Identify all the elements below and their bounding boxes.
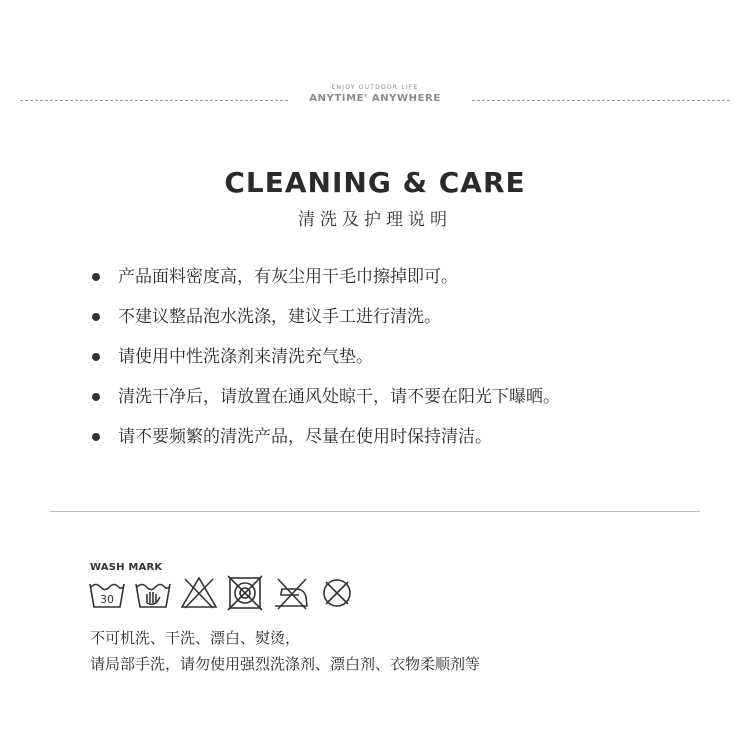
list-item (90, 382, 560, 422)
page-title: CLEANING & CARE (224, 166, 526, 199)
care-instructions-list (90, 262, 560, 462)
list-item-text: 清洗干净后，请放置在通风处晾干，请不要在阳光下曝晒。 (118, 387, 560, 407)
wash-30-icon (88, 575, 126, 611)
bullet-icon (92, 393, 100, 401)
do-not-tumble-dry-icon (226, 575, 264, 611)
list-item (90, 302, 560, 342)
section-divider (50, 511, 700, 512)
wash-temperature-text: 30 (100, 593, 114, 606)
bullet-icon (92, 353, 100, 361)
bullet-icon (92, 313, 100, 321)
tagline-small: ENJOY OUTDOOR LIFE (331, 84, 419, 91)
care-note-line-2: 请局部手洗，请勿使用强烈洗涤剂、漂白剂、衣物柔顺剂等 (90, 655, 481, 673)
list-item-text: 请使用中性洗涤剂来清洗充气垫。 (118, 347, 373, 367)
list-item-text: 不建议整品泡水洗涤，建议手工进行清洗。 (118, 307, 441, 327)
wash-mark-label: WASH MARK (90, 562, 163, 573)
do-not-iron-icon (272, 575, 310, 611)
list-item (90, 422, 560, 462)
list-item (90, 342, 560, 382)
bullet-icon (92, 273, 100, 281)
hand-wash-icon (134, 575, 172, 611)
list-item-text: 产品面料密度高，有灰尘用干毛巾擦掉即可。 (118, 267, 458, 287)
page-subtitle: 清洗及护理说明 (298, 210, 452, 230)
do-not-bleach-icon (180, 575, 218, 611)
do-not-dry-clean-icon (318, 575, 356, 611)
tagline-main: ANYTIME' ANYWHERE (309, 93, 441, 104)
bullet-icon (92, 433, 100, 441)
wash-mark-icons (88, 575, 356, 611)
list-item-text: 请不要频繁的清洗产品，尽量在使用时保持清洁。 (118, 427, 492, 447)
care-note-line-1: 不可机洗、干洗、漂白、熨烫， (90, 629, 301, 647)
list-item (90, 262, 560, 302)
